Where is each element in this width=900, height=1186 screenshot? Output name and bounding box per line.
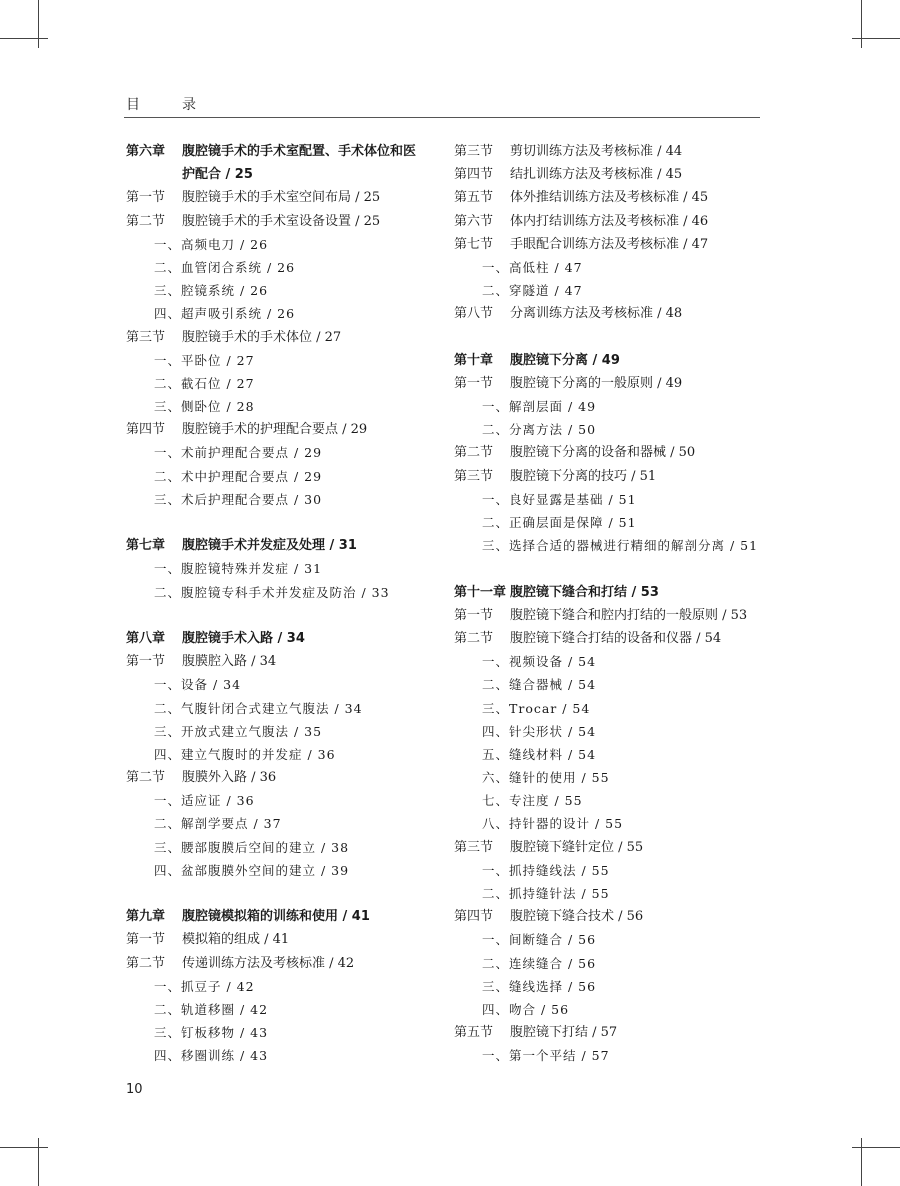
toc-title: 四、建立气腹时的并发症 / 36 [154, 746, 336, 762]
toc-title: 腹腔镜手术入路 / 34 [182, 630, 305, 646]
toc-item [126, 859, 442, 882]
toc-item [454, 975, 774, 998]
toc-label: 第六章 [126, 144, 166, 159]
toc-title: 二、血管闭合系统 / 26 [154, 259, 296, 275]
toc-title: 腹腔镜下分离的技巧 / 51 [510, 468, 657, 484]
toc-section [126, 326, 442, 349]
toc-title: 一、良好显露是基础 / 51 [482, 491, 637, 507]
toc-chapter [454, 349, 774, 372]
toc-title: 五、缝线材料 / 54 [482, 746, 597, 762]
toc-item [126, 279, 442, 302]
toc-title: 腹腔镜下缝合技术 / 56 [510, 909, 644, 925]
toc-title: 腹腔镜下缝针定位 / 55 [510, 839, 644, 855]
toc-title: 三、开放式建立气腹法 / 35 [154, 723, 323, 739]
crop-mark [0, 1147, 48, 1148]
toc-item [126, 975, 442, 998]
header-rule [124, 117, 760, 118]
toc-title: 腹腔镜下缝合和腔内打结的一般原则 / 53 [510, 607, 748, 623]
toc-title: 二、穿隧道 / 47 [482, 283, 583, 299]
toc-title: 腹腔镜手术的手术室设备设置 / 25 [182, 213, 381, 229]
toc-item [454, 928, 774, 951]
toc-title: 腹腔镜模拟箱的训练和使用 / 41 [182, 909, 370, 925]
toc-title: 二、术中护理配合要点 / 29 [154, 468, 323, 484]
toc-section [126, 650, 442, 673]
toc-title: 腹腔镜手术的手术体位 / 27 [182, 329, 342, 345]
toc-item [454, 882, 774, 905]
toc-title: 四、吻合 / 56 [482, 1001, 570, 1017]
toc-label: 第二节 [454, 445, 494, 461]
crop-mark [0, 38, 48, 39]
toc-item [454, 743, 774, 766]
toc-title: 一、术前护理配合要点 / 29 [154, 445, 323, 461]
toc-title: 二、轨道移圈 / 42 [154, 1001, 269, 1017]
toc-title: 一、抓豆子 / 42 [154, 978, 255, 994]
toc-title: 二、缝合器械 / 54 [482, 677, 597, 693]
toc-title: 二、气腹针闭合式建立气腹法 / 34 [154, 700, 363, 716]
toc-title: 一、腹腔镜特殊并发症 / 31 [154, 561, 323, 577]
toc-spacer [454, 557, 774, 580]
toc-section [126, 952, 442, 975]
toc-section [454, 163, 774, 186]
toc-title: 腹腔镜下缝合和打结 / 53 [510, 584, 659, 600]
toc-title: 一、设备 / 34 [154, 677, 242, 693]
toc-label: 第七章 [126, 538, 166, 554]
toc-spacer [126, 882, 442, 905]
toc-title: 三、选择合适的器械进行精细的解剖分离 / 51 [482, 538, 759, 554]
toc-section [454, 140, 774, 163]
toc-title: 一、视频设备 / 54 [482, 654, 597, 670]
toc-title: 一、高低柱 / 47 [482, 259, 583, 275]
toc-item [126, 233, 442, 256]
toc-label: 第二节 [126, 955, 166, 971]
toc-title: 二、腹腔镜专科手术并发症及防治 / 33 [154, 584, 390, 600]
toc-title: 三、腰部腹膜后空间的建立 / 38 [154, 839, 350, 855]
toc-label: 第四节 [454, 167, 494, 183]
toc-item [454, 789, 774, 812]
toc-item [454, 697, 774, 720]
toc-item [126, 789, 442, 812]
toc-title: 结扎训练方法及考核标准 / 45 [510, 167, 683, 183]
toc-item [126, 1044, 442, 1067]
toc-title: 二、正确层面是保障 / 51 [482, 515, 637, 530]
toc-item [126, 465, 442, 488]
toc-chapter [126, 627, 442, 650]
toc-section [454, 836, 774, 859]
toc-section [454, 210, 774, 233]
toc-item [126, 720, 442, 743]
page-number: 10 [126, 1082, 143, 1097]
toc-title: 三、腔镜系统 / 26 [154, 283, 269, 299]
toc-title: 剪切训练方法及考核标准 / 44 [510, 144, 683, 159]
toc-item [126, 673, 442, 696]
toc-label: 第一节 [126, 654, 166, 670]
toc-title: 八、持针器的设计 / 55 [482, 816, 624, 832]
toc-item [454, 766, 774, 789]
toc-item [454, 279, 774, 302]
toc-title: 腹腔镜手术的护理配合要点 / 29 [182, 422, 368, 438]
toc-title: 三、缝线选择 / 56 [482, 978, 597, 994]
toc-spacer [126, 604, 442, 627]
toc-label: 第三节 [454, 144, 494, 159]
toc-item [454, 859, 774, 882]
toc-label: 第十章 [454, 352, 494, 368]
toc-title: 四、盆部腹膜外空间的建立 / 39 [154, 862, 350, 878]
toc-label: 第五节 [454, 1025, 494, 1041]
toc-label: 第一节 [126, 932, 166, 948]
page-header: 目 录 [126, 97, 210, 113]
toc-label: 第三节 [454, 839, 494, 855]
toc-item [126, 302, 442, 325]
toc-item [454, 418, 774, 441]
toc-section [454, 905, 774, 928]
toc-title: 手眼配合训练方法及考核标准 / 47 [510, 236, 709, 252]
toc-title: 腹腔镜手术的手术室空间布局 / 25 [182, 190, 381, 206]
crop-mark [861, 1138, 862, 1186]
toc-title: 体内打结训练方法及考核标准 / 46 [510, 213, 709, 229]
toc-item [126, 697, 442, 720]
toc-section [454, 1021, 774, 1044]
toc-label: 第二节 [454, 630, 494, 646]
toc-title: 腹腔镜下分离的设备和器械 / 50 [510, 445, 696, 461]
toc-label: 第九章 [126, 909, 166, 925]
toc-item [126, 488, 442, 511]
toc-title: 传递训练方法及考核标准 / 42 [182, 955, 355, 971]
toc-title: 腹腔镜下缝合打结的设备和仪器 / 54 [510, 630, 722, 646]
toc-item [454, 256, 774, 279]
toc-label: 第八章 [126, 630, 166, 646]
toc-title: 四、超声吸引系统 / 26 [154, 306, 296, 322]
toc-title: 四、移圈训练 / 43 [154, 1048, 269, 1064]
toc-label: 第七节 [454, 236, 494, 252]
toc-item [454, 650, 774, 673]
toc-title: 一、抓持缝线法 / 55 [482, 862, 610, 878]
crop-mark [852, 1147, 900, 1148]
toc-title: 六、缝针的使用 / 55 [482, 770, 610, 786]
toc-section [454, 233, 774, 256]
toc-item [454, 488, 774, 511]
toc-title: 腹腔镜手术并发症及处理 / 31 [182, 538, 357, 554]
toc-chapter [126, 905, 442, 928]
toc-spacer [454, 326, 774, 349]
toc-label: 第十一章 [454, 584, 507, 600]
toc-item [126, 581, 442, 604]
toc-title: 腹膜腔入路 / 34 [182, 654, 277, 670]
toc-title: 三、侧卧位 / 28 [154, 399, 255, 415]
toc-title: 腹腔镜下打结 / 57 [510, 1025, 618, 1041]
toc-chapter [454, 581, 774, 604]
toc-item [454, 812, 774, 835]
toc-section [454, 441, 774, 464]
toc-item [454, 1044, 774, 1067]
toc-right-column [454, 140, 774, 1068]
toc-title: 体外推结训练方法及考核标准 / 45 [510, 190, 709, 206]
toc-title: 一、第一个平结 / 57 [482, 1048, 610, 1064]
toc-title: 二、解剖学要点 / 37 [154, 816, 282, 832]
toc-section [454, 302, 774, 325]
toc-item [454, 952, 774, 975]
toc-chapter [126, 140, 442, 186]
toc-label: 第一节 [454, 375, 494, 391]
toc-title: 二、分离方法 / 50 [482, 422, 597, 438]
toc-item [454, 673, 774, 696]
toc-title: 三、Trocar / 54 [482, 700, 591, 716]
toc-section [454, 372, 774, 395]
toc-title: 一、高频电刀 / 26 [154, 236, 269, 252]
toc-section [126, 186, 442, 209]
toc-item [454, 395, 774, 418]
toc-title: 三、术后护理配合要点 / 30 [154, 491, 323, 507]
toc-section [454, 604, 774, 627]
toc-label: 第六节 [454, 213, 494, 229]
toc-section [454, 186, 774, 209]
toc-item [126, 836, 442, 859]
toc-title: 一、解剖层面 / 49 [482, 399, 597, 415]
toc-title: 四、针尖形状 / 54 [482, 723, 597, 739]
toc-title: 一、平卧位 / 27 [154, 352, 255, 368]
toc-item [126, 1021, 442, 1044]
toc-title: 三、钉板移物 / 43 [154, 1025, 269, 1041]
toc-item [126, 557, 442, 580]
toc-label: 第一节 [454, 607, 494, 623]
toc-title: 模拟箱的组成 / 41 [182, 932, 290, 948]
toc-left-column [126, 140, 442, 1068]
toc-item [454, 998, 774, 1021]
toc-label: 第四节 [454, 909, 494, 925]
toc-title: 二、截石位 / 27 [154, 375, 255, 391]
toc-section [454, 627, 774, 650]
toc-spacer [126, 511, 442, 534]
toc-item [126, 256, 442, 279]
toc-label: 第一节 [126, 190, 166, 206]
toc-title: 腹膜外入路 / 36 [182, 770, 277, 786]
toc-label: 第二节 [126, 213, 166, 229]
toc-title: 分离训练方法及考核标准 / 48 [510, 306, 683, 322]
crop-mark [861, 0, 862, 48]
toc-label: 第三节 [126, 329, 166, 345]
toc-title: 腹腔镜下分离的一般原则 / 49 [510, 375, 683, 391]
toc-label: 第五节 [454, 190, 494, 206]
toc-chapter [126, 534, 442, 557]
toc-section [126, 928, 442, 951]
toc-label: 第三节 [454, 468, 494, 484]
toc-title: 二、抓持缝针法 / 55 [482, 886, 610, 901]
toc-item [454, 720, 774, 743]
toc-title: 七、专注度 / 55 [482, 793, 583, 809]
toc-item [126, 349, 442, 372]
toc-title: 一、间断缝合 / 56 [482, 932, 597, 948]
toc-title: 腹腔镜下分离 / 49 [510, 352, 620, 368]
crop-mark [852, 38, 900, 39]
toc-title: 二、连续缝合 / 56 [482, 955, 597, 971]
crop-mark [38, 1138, 39, 1186]
toc-item [126, 812, 442, 835]
toc-label: 第四节 [126, 422, 166, 438]
toc-item [454, 534, 774, 557]
toc-item [454, 511, 774, 534]
toc-section [126, 418, 442, 441]
crop-mark [38, 0, 39, 48]
toc-title: 一、适应证 / 36 [154, 793, 255, 809]
toc-item [126, 743, 442, 766]
toc-item [126, 395, 442, 418]
toc-label: 第二节 [126, 770, 166, 786]
toc-section [126, 210, 442, 233]
toc-section [126, 766, 442, 789]
toc-section [454, 465, 774, 488]
toc-item [126, 372, 442, 395]
toc-item [126, 441, 442, 464]
toc-title: 腹腔镜手术的手术室配置、手术体位和医护配合 / 25 [182, 144, 417, 183]
toc-item [126, 998, 442, 1021]
toc-label: 第八节 [454, 306, 494, 322]
